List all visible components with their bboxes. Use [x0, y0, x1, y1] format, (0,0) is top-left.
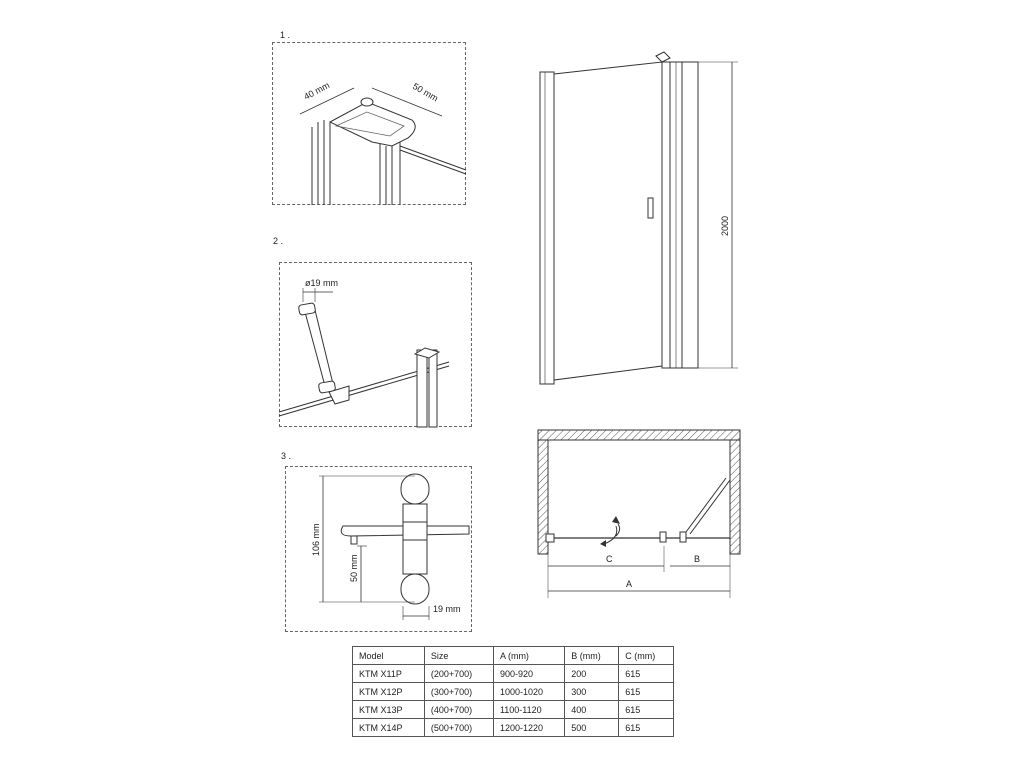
- cell-a: 900-920: [493, 665, 564, 683]
- dim-106mm: 106 mm: [311, 523, 321, 556]
- cell-c: 615: [619, 683, 674, 701]
- header-c: C (mm): [619, 647, 674, 665]
- detail-1-drawing: [272, 42, 466, 205]
- cell-size: (300+700): [424, 683, 493, 701]
- cell-c: 615: [619, 701, 674, 719]
- cell-c: 615: [619, 719, 674, 737]
- cell-model: KTM X12P: [353, 683, 425, 701]
- dim-50mm: 50 mm: [411, 81, 440, 104]
- cell-a: 1100-1120: [493, 701, 564, 719]
- elevation-drawing: [520, 48, 750, 378]
- cell-size: (200+700): [424, 665, 493, 683]
- detail-2-drawing: [279, 262, 472, 427]
- table-row: [353, 701, 674, 719]
- spec-table: [352, 646, 674, 737]
- cell-model: KTM X11P: [353, 665, 425, 683]
- header-a: A (mm): [493, 647, 564, 665]
- dim-a: A: [626, 579, 633, 589]
- cell-a: 1000-1020: [493, 683, 564, 701]
- cell-model: KTM X14P: [353, 719, 425, 737]
- dim-40mm: 40 mm: [302, 80, 332, 102]
- cell-a: 1200-1220: [493, 719, 564, 737]
- cell-b: 400: [565, 701, 619, 719]
- cell-c: 615: [619, 665, 674, 683]
- header-size: Size: [424, 647, 493, 665]
- detail-1-label: 1 .: [280, 30, 291, 40]
- table-row: [353, 719, 674, 737]
- dim-2000: 2000: [720, 215, 730, 236]
- detail-2-label: 2 .: [273, 236, 284, 246]
- table-row: [353, 683, 674, 701]
- plan-drawing: [530, 428, 755, 598]
- dim-c: C: [606, 554, 613, 564]
- table-row: [353, 665, 674, 683]
- cell-b: 200: [565, 665, 619, 683]
- detail-3-drawing: [285, 466, 472, 632]
- cell-b: 300: [565, 683, 619, 701]
- header-model: Model: [353, 647, 425, 665]
- dim-50mm-vertical: 50 mm: [349, 554, 359, 582]
- cell-size: (500+700): [424, 719, 493, 737]
- table-header-row: [353, 647, 674, 665]
- dim-19mm-dia: ø19 mm: [305, 278, 339, 288]
- detail-3-label: 3 .: [281, 451, 292, 461]
- cell-b: 500: [565, 719, 619, 737]
- header-b: B (mm): [565, 647, 619, 665]
- dim-19mm-width: 19 mm: [433, 604, 461, 614]
- dim-b: B: [694, 554, 701, 564]
- cell-size: (400+700): [424, 701, 493, 719]
- cell-model: KTM X13P: [353, 701, 425, 719]
